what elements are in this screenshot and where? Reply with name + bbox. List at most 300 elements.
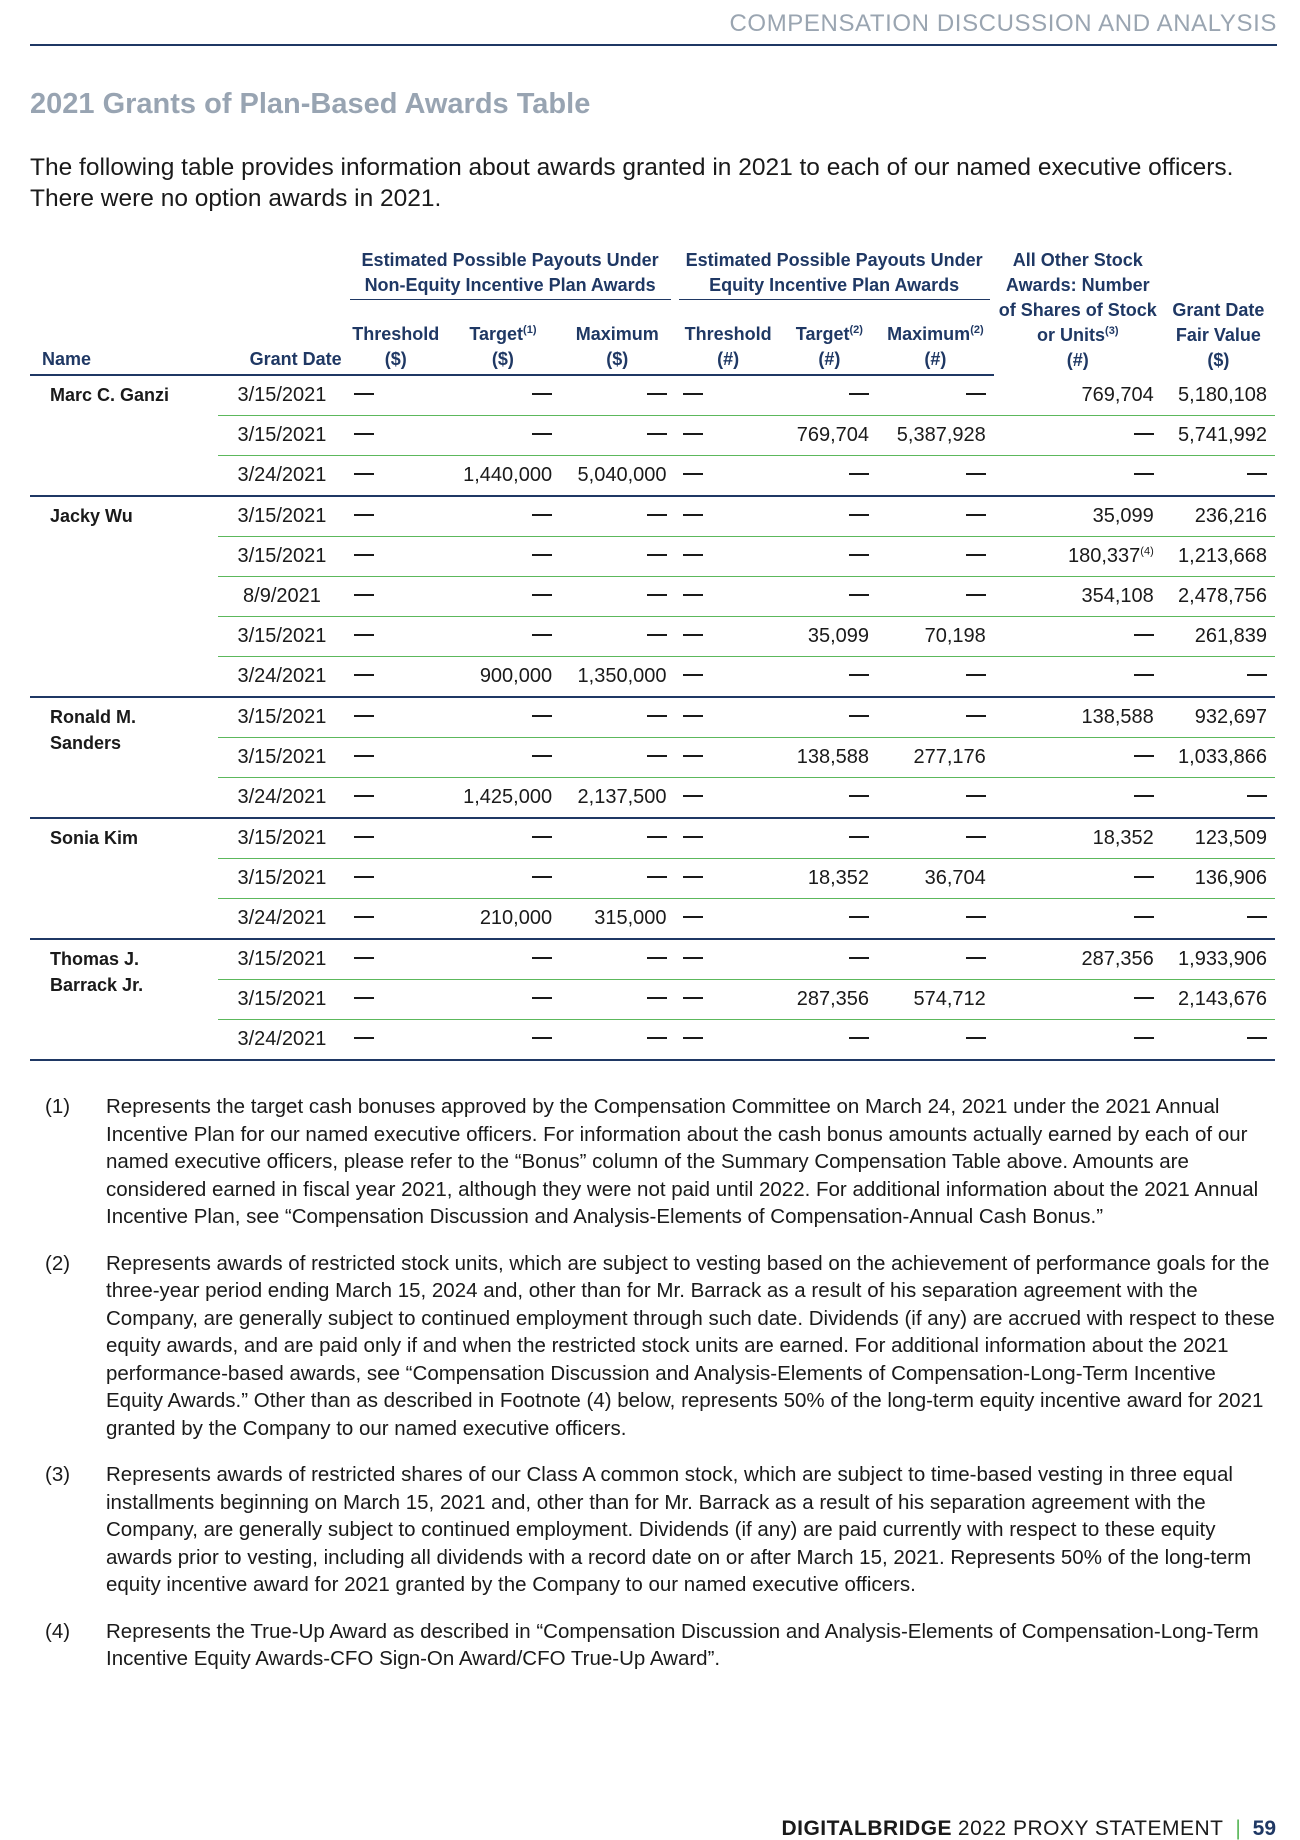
value-text: 18,352 <box>1092 827 1154 849</box>
value-text: 5,180,108 <box>1178 383 1267 406</box>
empty-value-cell <box>782 939 877 980</box>
empty-value-cell <box>346 899 446 940</box>
value-cell <box>877 859 994 899</box>
dash-mark <box>647 876 667 878</box>
empty-value-cell <box>877 697 994 738</box>
grant-date-cell: 8/9/2021 <box>218 577 345 617</box>
awards-table <box>30 248 1275 1061</box>
value-cell <box>782 416 877 456</box>
dash-mark <box>683 433 703 435</box>
dash-mark <box>966 473 986 475</box>
dash-mark <box>966 836 986 838</box>
dash-mark <box>849 916 869 918</box>
dash-mark <box>1134 433 1154 435</box>
value-cell <box>1162 939 1275 980</box>
value-cell <box>994 577 1162 617</box>
dash-mark <box>354 634 374 636</box>
dash-mark <box>647 836 667 838</box>
grant-date-cell: 3/15/2021 <box>218 617 345 657</box>
empty-value-cell <box>877 778 994 819</box>
value-text: 138,588 <box>1081 706 1154 728</box>
empty-value-cell <box>877 375 994 416</box>
value-cell <box>1162 818 1275 859</box>
empty-value-cell <box>675 456 782 497</box>
dash-mark <box>532 997 552 999</box>
value-cell <box>1162 859 1275 899</box>
empty-value-cell <box>346 375 446 416</box>
value-text: 2,143,676 <box>1178 988 1267 1010</box>
dash-mark <box>532 876 552 878</box>
value-text: 315,000 <box>594 907 667 929</box>
empty-value-cell <box>446 859 560 899</box>
dash-mark <box>683 916 703 918</box>
awards-table-body <box>30 375 1275 1060</box>
value-cell <box>994 939 1162 980</box>
empty-value-cell <box>782 1020 877 1061</box>
dash-mark <box>354 916 374 918</box>
ne-threshold-header: Threshold ($) <box>346 304 446 375</box>
value-text: 2,137,500 <box>577 786 667 808</box>
footer-brand: DIGITALBRIDGE <box>781 1817 953 1840</box>
dash-mark <box>849 836 869 838</box>
value-text: 138,588 <box>796 746 870 768</box>
value-cell <box>1162 617 1275 657</box>
value-cell <box>560 899 674 940</box>
empty-value-cell <box>560 859 674 899</box>
dash-mark <box>354 594 374 596</box>
dash-mark <box>683 393 703 395</box>
grant-date-cell: 3/24/2021 <box>218 456 345 497</box>
value-text: 287,356 <box>1081 948 1154 970</box>
dash-mark <box>966 393 986 395</box>
empty-value-cell <box>560 537 674 577</box>
empty-value-cell <box>994 416 1162 456</box>
empty-value-cell <box>782 657 877 698</box>
dash-mark <box>849 393 869 395</box>
empty-value-cell <box>446 416 560 456</box>
dash-mark <box>683 997 703 999</box>
grant-date-cell: 3/15/2021 <box>218 697 345 738</box>
dash-mark <box>683 957 703 959</box>
page-footer <box>781 1818 1276 1839</box>
empty-value-cell <box>994 738 1162 778</box>
dash-mark <box>1134 1037 1154 1039</box>
dash-mark <box>647 997 667 999</box>
value-text: 5,387,928 <box>896 424 986 446</box>
value-text: 354,108 <box>1081 585 1154 607</box>
value-cell <box>782 859 877 899</box>
grant-date-cell: 3/24/2021 <box>218 899 345 940</box>
value-text: 35,099 <box>807 625 870 647</box>
dash-mark <box>647 1037 667 1039</box>
dash-mark <box>1134 795 1154 797</box>
empty-value-cell <box>560 577 674 617</box>
footnote-text: Represents awards of restricted stock units, which are subject to vesting based on the achievement of performance goals for the three-year period ending March 15, 2024 and, other than for Mr. Barrack as a result of his separation agreement with the Company, are generally subject to continued employment through such date. Dividends (if any) are accrued with respect to these equity awards, and are paid only if and when the restricted stock units are earned. For additional information about the 2021 performance-based awards, see “Compensation Discussion and Analysis-Elements of Compensation-Long-Term Incentive Equity Awards.” Other than as described in Footnote (4) below, represents 50% of the long-term equity incentive award for 2021 granted by the Company to our named executive officers. <box>106 1251 1275 1440</box>
value-cell <box>994 818 1162 859</box>
empty-value-cell <box>877 899 994 940</box>
empty-value-cell <box>675 939 782 980</box>
empty-value-cell <box>877 939 994 980</box>
table-row <box>30 939 1275 980</box>
empty-value-cell <box>782 375 877 416</box>
value-cell <box>877 617 994 657</box>
dash-mark <box>683 795 703 797</box>
eq-threshold-header: Threshold (#) <box>675 304 782 375</box>
empty-value-cell <box>346 456 446 497</box>
footnote <box>45 1461 1275 1599</box>
empty-value-cell <box>675 859 782 899</box>
value-cell <box>560 657 674 698</box>
section-heading: COMPENSATION DISCUSSION AND ANALYSIS <box>729 10 1277 37</box>
dash-mark <box>1134 876 1154 878</box>
empty-value-cell <box>346 537 446 577</box>
empty-value-cell <box>1162 778 1275 819</box>
dash-mark <box>683 836 703 838</box>
empty-value-cell <box>560 697 674 738</box>
empty-value-cell <box>877 657 994 698</box>
footnote <box>45 1250 1275 1443</box>
name-header: Name <box>30 304 218 375</box>
table-row <box>30 496 1275 537</box>
value-cell <box>446 456 560 497</box>
dash-mark <box>1247 473 1267 475</box>
dash-mark <box>966 514 986 516</box>
empty-value-cell <box>560 496 674 537</box>
empty-value-cell <box>877 818 994 859</box>
value-cell <box>877 738 994 778</box>
dash-mark <box>354 876 374 878</box>
dash-mark <box>683 473 703 475</box>
empty-value-cell <box>675 657 782 698</box>
value-cell <box>446 778 560 819</box>
empty-value-cell <box>560 416 674 456</box>
grant-date-cell: 3/15/2021 <box>218 375 345 416</box>
dash-mark <box>532 1037 552 1039</box>
executive-name: Marc C. Ganzi <box>30 375 218 496</box>
dash-mark <box>1247 795 1267 797</box>
dash-mark <box>849 594 869 596</box>
dash-mark <box>647 393 667 395</box>
grant-date-cell: 3/15/2021 <box>218 537 345 577</box>
value-text: 1,213,668 <box>1178 545 1267 567</box>
empty-value-cell <box>675 375 782 416</box>
dash-mark <box>683 594 703 596</box>
dash-mark <box>1247 674 1267 676</box>
empty-value-cell <box>877 537 994 577</box>
dash-mark <box>966 594 986 596</box>
value-text: 900,000 <box>479 665 553 687</box>
value-text: 932,697 <box>1194 706 1267 728</box>
empty-value-cell <box>446 617 560 657</box>
value-text: 1,933,906 <box>1178 948 1267 970</box>
value-text: 769,704 <box>796 424 870 446</box>
value-text: 136,906 <box>1194 867 1267 889</box>
header-spacer <box>218 248 345 304</box>
dash-mark <box>966 1037 986 1039</box>
fair-value-header: Grant Date Fair Value ($) <box>1172 300 1265 370</box>
empty-value-cell <box>560 939 674 980</box>
executive-name: Ronald M. Sanders <box>30 697 218 818</box>
value-cell <box>446 899 560 940</box>
dash-mark <box>1134 634 1154 636</box>
dash-mark <box>966 795 986 797</box>
value-text: 574,712 <box>913 988 986 1010</box>
dash-mark <box>532 715 552 717</box>
empty-value-cell <box>446 375 560 416</box>
empty-value-cell <box>782 818 877 859</box>
executive-name: Thomas J. Barrack Jr. <box>30 939 218 1060</box>
dash-mark <box>532 554 552 556</box>
empty-value-cell <box>446 1020 560 1061</box>
empty-value-cell <box>675 738 782 778</box>
empty-value-cell <box>446 577 560 617</box>
empty-value-cell <box>782 899 877 940</box>
dash-mark <box>1134 997 1154 999</box>
dash-mark <box>683 554 703 556</box>
value-cell <box>1162 537 1275 577</box>
empty-value-cell <box>1162 1020 1275 1061</box>
empty-value-cell <box>446 980 560 1020</box>
intro-paragraph: The following table provides information about awards granted in 2021 to each of our named executive officers. There were no option awards in 2021. <box>30 154 1234 212</box>
empty-value-cell <box>1162 899 1275 940</box>
dash-mark <box>532 957 552 959</box>
value-cell <box>446 657 560 698</box>
dash-mark <box>354 433 374 435</box>
empty-value-cell <box>346 617 446 657</box>
empty-value-cell <box>346 1020 446 1061</box>
empty-value-cell <box>446 939 560 980</box>
value-text: 5,741,992 <box>1178 424 1267 446</box>
dash-mark <box>647 594 667 596</box>
empty-value-cell <box>346 939 446 980</box>
dash-mark <box>683 715 703 717</box>
dash-mark <box>966 957 986 959</box>
dash-mark <box>849 1037 869 1039</box>
dash-mark <box>354 514 374 516</box>
empty-value-cell <box>346 416 446 456</box>
grant-date-cell: 3/24/2021 <box>218 657 345 698</box>
value-cell <box>994 697 1162 738</box>
empty-value-cell <box>994 657 1162 698</box>
empty-value-cell <box>675 778 782 819</box>
dash-mark <box>966 916 986 918</box>
grant-date-cell: 3/15/2021 <box>218 859 345 899</box>
value-cell <box>782 980 877 1020</box>
page-title: 2021 Grants of Plan-Based Awards Table <box>30 88 591 120</box>
footer-document: 2022 PROXY STATEMENT <box>957 1817 1224 1840</box>
dash-mark <box>532 594 552 596</box>
empty-value-cell <box>782 778 877 819</box>
equity-group-header: Estimated Possible Payouts Under Equity Incentive Plan Awards <box>675 248 994 304</box>
value-cell <box>877 416 994 456</box>
empty-value-cell <box>782 496 877 537</box>
empty-value-cell <box>560 375 674 416</box>
value-text: 1,350,000 <box>577 665 667 687</box>
value-text: 5,040,000 <box>577 464 667 486</box>
empty-value-cell <box>782 456 877 497</box>
empty-value-cell <box>994 617 1162 657</box>
value-text: 1,425,000 <box>463 786 553 808</box>
dash-mark <box>849 795 869 797</box>
dash-mark <box>354 473 374 475</box>
header-spacer <box>30 248 218 304</box>
empty-value-cell <box>782 697 877 738</box>
footnote-number: (4) <box>45 1619 71 1643</box>
dash-mark <box>1247 1037 1267 1039</box>
dash-mark <box>1134 473 1154 475</box>
value-cell <box>782 617 877 657</box>
dash-mark <box>354 715 374 717</box>
value-text: 180,337 <box>1068 545 1141 567</box>
dash-mark <box>354 755 374 757</box>
empty-value-cell <box>346 657 446 698</box>
footer-separator: | <box>1235 1817 1241 1840</box>
empty-value-cell <box>446 537 560 577</box>
value-cell <box>1162 375 1275 416</box>
dash-mark <box>354 997 374 999</box>
value-cell <box>1162 416 1275 456</box>
footnote-number: (2) <box>45 1251 71 1275</box>
grant-date-header: Grant Date <box>218 304 345 375</box>
table-row <box>30 697 1275 738</box>
value-cell <box>560 456 674 497</box>
grant-date-cell: 3/15/2021 <box>218 738 345 778</box>
footnote-text: Represents the True-Up Award as described in “Compensation Discussion and Analysis-Elements of Compensation-Long-Term Incentive Equity Awards-CFO Sign-On Award/CFO True-Up Award”. <box>106 1619 1259 1670</box>
empty-value-cell <box>994 1020 1162 1061</box>
dash-mark <box>354 795 374 797</box>
empty-value-cell <box>560 617 674 657</box>
empty-value-cell <box>560 1020 674 1061</box>
empty-value-cell <box>1162 657 1275 698</box>
empty-value-cell <box>675 697 782 738</box>
empty-value-cell <box>346 980 446 1020</box>
empty-value-cell <box>560 818 674 859</box>
other-stock-header: All Other Stock Awards: Number of Shares of Stock or Units$^{(3)}$ (#) <box>998 250 1157 370</box>
value-cell <box>994 375 1162 416</box>
footnote-ref: (4) <box>1140 545 1154 558</box>
executive-name: Jacky Wu <box>30 496 218 697</box>
dash-mark <box>966 554 986 556</box>
empty-value-cell <box>675 899 782 940</box>
value-cell <box>994 537 1162 577</box>
empty-value-cell <box>675 577 782 617</box>
empty-value-cell <box>782 537 877 577</box>
dash-mark <box>1247 916 1267 918</box>
dash-mark <box>647 514 667 516</box>
dash-mark <box>1134 755 1154 757</box>
page-number: 59 <box>1252 1817 1276 1840</box>
ne-maximum-header: Maximum ($) <box>560 304 674 375</box>
dash-mark <box>354 554 374 556</box>
grant-date-cell: 3/24/2021 <box>218 1020 345 1061</box>
footnote-text: Represents the target cash bonuses approved by the Compensation Committee on March 24, 2021 under the 2021 Annual Incentive Plan for our named executive officers. For information about the cash bonus amounts actually earned by each of our named executive officers, please refer to the “Bonus” column of the Summary Compensation Table above. Amounts are considered earned in fiscal year 2021, although they were not paid until 2022. For additional information about the 2021 Annual Incentive Plan, see “Compensation Discussion and Analysis-Elements of Compensation-Annual Cash Bonus.” <box>106 1095 1259 1228</box>
dash-mark <box>532 755 552 757</box>
empty-value-cell <box>346 859 446 899</box>
empty-value-cell <box>994 980 1162 1020</box>
value-text: 277,176 <box>913 746 986 768</box>
value-cell <box>1162 577 1275 617</box>
grant-date-cell: 3/15/2021 <box>218 818 345 859</box>
empty-value-cell <box>346 577 446 617</box>
empty-value-cell <box>675 980 782 1020</box>
empty-value-cell <box>1162 456 1275 497</box>
dash-mark <box>1134 674 1154 676</box>
empty-value-cell <box>675 416 782 456</box>
dash-mark <box>354 674 374 676</box>
ne-target-header: Target$^{(1)}$ ($) <box>446 304 560 375</box>
dash-mark <box>532 634 552 636</box>
value-cell <box>1162 980 1275 1020</box>
dash-mark <box>647 433 667 435</box>
empty-value-cell <box>782 577 877 617</box>
executive-name: Sonia Kim <box>30 818 218 939</box>
grant-date-cell: 3/15/2021 <box>218 980 345 1020</box>
empty-value-cell <box>560 980 674 1020</box>
value-text: 1,033,866 <box>1178 746 1267 768</box>
table-row <box>30 375 1275 416</box>
dash-mark <box>966 715 986 717</box>
eq-maximum-header: Maximum$^{(2)}$ (#) <box>877 304 994 375</box>
value-text: 236,216 <box>1194 505 1267 527</box>
empty-value-cell <box>994 899 1162 940</box>
footnote-text: Represents awards of restricted shares of our Class A common stock, which are subject to time-based vesting in three equal installments beginning on March 15, 2021 and, other than for Mr. Barrack as a result of his separation agreement with the Company, are generally subject to continued employment. Dividends (if any) are paid currently with respect to these equity awards prior to vesting, including all dividends with a record date on or after March 15, 2021. Represents 50% of the long-term equity incentive award for 2021 granted by the Company to our named executive officers. <box>106 1463 1252 1596</box>
dash-mark <box>354 957 374 959</box>
dash-mark <box>1134 916 1154 918</box>
value-cell <box>782 738 877 778</box>
dash-mark <box>647 755 667 757</box>
empty-value-cell <box>675 617 782 657</box>
dash-mark <box>647 554 667 556</box>
value-text: 36,704 <box>924 867 986 889</box>
empty-value-cell <box>346 818 446 859</box>
grant-date-cell: 3/15/2021 <box>218 939 345 980</box>
eq-target-header: Target$^{(2)}$ (#) <box>782 304 877 375</box>
empty-value-cell <box>877 1020 994 1061</box>
footnote <box>45 1093 1275 1231</box>
dash-mark <box>683 876 703 878</box>
empty-value-cell <box>346 496 446 537</box>
empty-value-cell <box>560 738 674 778</box>
value-text: 70,198 <box>924 625 986 647</box>
dash-mark <box>683 514 703 516</box>
value-cell <box>1162 738 1275 778</box>
dash-mark <box>354 393 374 395</box>
grant-date-cell: 3/15/2021 <box>218 416 345 456</box>
non-equity-group-header: Estimated Possible Payouts Under Non-Equity Incentive Plan Awards <box>346 248 675 304</box>
empty-value-cell <box>675 1020 782 1061</box>
footnote-number: (3) <box>45 1463 71 1486</box>
header-bar <box>30 8 1277 46</box>
grant-date-cell: 3/15/2021 <box>218 496 345 537</box>
empty-value-cell <box>346 697 446 738</box>
footnote-number: (1) <box>45 1095 71 1118</box>
dash-mark <box>532 514 552 516</box>
dash-mark <box>647 634 667 636</box>
empty-value-cell <box>675 818 782 859</box>
empty-value-cell <box>994 778 1162 819</box>
value-cell <box>560 778 674 819</box>
value-text: 1,440,000 <box>463 464 553 486</box>
dash-mark <box>647 715 667 717</box>
dash-mark <box>354 1037 374 1039</box>
dash-mark <box>354 836 374 838</box>
value-cell <box>877 980 994 1020</box>
table-row <box>30 818 1275 859</box>
empty-value-cell <box>446 697 560 738</box>
value-text: 261,839 <box>1194 625 1267 647</box>
dash-mark <box>683 634 703 636</box>
empty-value-cell <box>877 496 994 537</box>
